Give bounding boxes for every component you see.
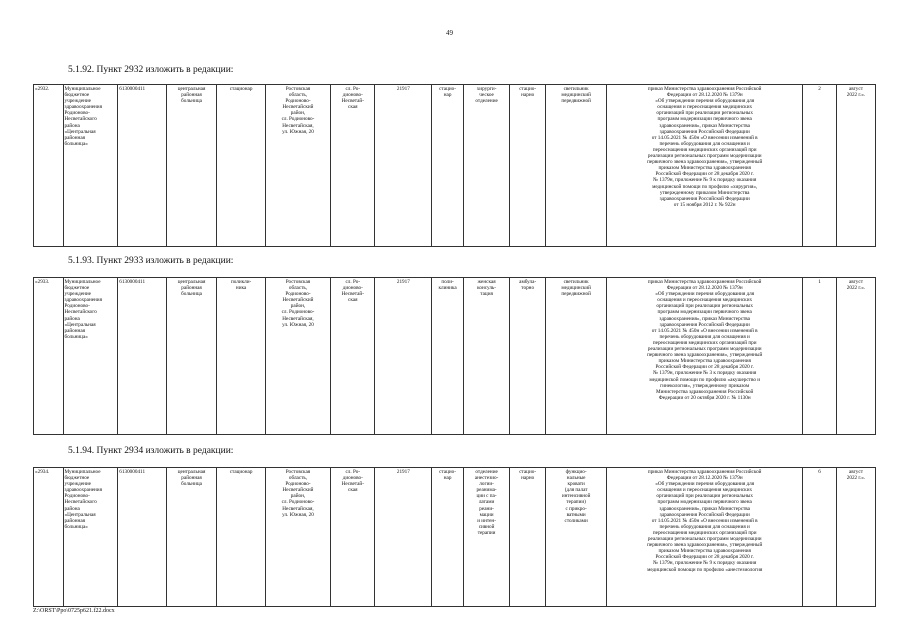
quantity: 1 — [818, 279, 821, 285]
department-type: центральная районная больница — [177, 469, 206, 488]
code: 21917 — [396, 279, 410, 285]
delivery-date: август 2022 г.». — [846, 279, 866, 292]
unit-name: хирурги- ческое отделение — [475, 86, 498, 105]
table-row — [34, 278, 876, 435]
address: Ростовская область, Родионово- Несветайский район, сл. Родионово- Несветайская, ул. Южная, 20 — [281, 469, 315, 518]
delivery-date: август 2022 г.». — [846, 469, 866, 482]
department-type: центральная районная больница — [177, 86, 206, 105]
delivery-date: август 2022 г.». — [846, 86, 866, 99]
care-condition: поли- клиника — [438, 279, 457, 292]
unit-name: отделение анестезио- логии- реанима- ции с па- латами реани- мации и интен- сивной терапии — [474, 469, 499, 536]
care-form: стационар — [229, 86, 253, 92]
organization-name: Муниципальное бюджетное учреждение здравоохранения Родионово- Несветайского района «Центральная районная больница» — [64, 279, 102, 340]
locality: сл. Ро- дионово- Несветай- ская — [341, 469, 364, 494]
section-heading-2932: 5.1.92. Пункт 2932 изложить в редакции: — [68, 65, 234, 75]
amendment-table-2933 — [33, 277, 876, 435]
unit-name: женская консуль- тация — [477, 279, 497, 298]
care-form: стационар — [229, 469, 253, 475]
code: 21917 — [396, 86, 410, 92]
inn-number: 6130000411 — [119, 86, 146, 92]
address: Ростовская область, Родионово- Несветайский район, сл. Родионово- Несветайская, ул. Южная, 20 — [281, 86, 315, 135]
row-number: «2934. — [35, 469, 50, 475]
table-row — [34, 85, 876, 247]
inn-number: 6130000411 — [119, 279, 146, 285]
legal-basis: приказ Министерства здравоохранения Российской Федерации от 28.12.2020 № 1379н «Об утверждении перечня оборудования для оснащения и переоснащения медицинских организаций при реализации региональных программ модернизации первичного звена здравоохранения», приказ Министерства здравоохранения Российской Федерации от 14.05.2021 № 450н «О внесении изменений в перечень оборудования для оснащения и переоснащения медицинских организаций при реализации региональных программ модернизации первичного звена здравоохранения», утвержденный приказом Министерства здравоохранения Российской Федерации от 28 декабря 2020 г. № 1379н, приложение № 3 к порядку оказания медицинской помощи по профилю «акушерство и гинекология», утвержденному приказом Министерства здравоохранения Российской Федерации от 20 октября 2020 г. № 1130н — [647, 279, 763, 401]
page-number: 49 — [446, 29, 453, 37]
legal-basis: приказ Министерства здравоохранения Российской Федерации от 28.12.2020 № 1379н «Об утверждении перечня оборудования для оснащения и переоснащения медицинских организаций при реализации региональных программ модернизации первичного звена здравоохранения», приказ Министерства здравоохранения Российской Федерации от 14.05.2021 № 450н «О внесении изменений в перечень оборудования для оснащения и переоснащения медицинских организаций при реализации региональных программ модернизации первичного звена здравоохранения», утвержденный приказом Министерства здравоохранения Российской Федерации от 28 декабря 2020 г. № 1379н, приложение № 9 к порядку оказания медицинской помощи по профилю «анестезиология — [647, 469, 763, 573]
inn-number: 6130000411 — [119, 469, 146, 475]
care-condition-2: стацио- нарно — [519, 469, 537, 482]
care-condition-2: амбула- торно — [519, 279, 537, 292]
amendment-table-2932 — [33, 84, 876, 247]
organization-name: Муниципальное бюджетное учреждение здравоохранения Родионово- Несветайского района «Центральная районная больница» — [64, 469, 102, 530]
address: Ростовская область, Родионово- Несветайский район, сл. Родионово- Несветайская, ул. Южная, 20 — [281, 279, 315, 328]
care-condition: стацио- нар — [439, 86, 456, 99]
care-condition-2: стацио- нарно — [519, 86, 537, 99]
row-number: «2932. — [35, 86, 50, 92]
care-condition: стацио- нар — [439, 469, 456, 482]
equipment-name: светильник медицинский передвижной — [561, 86, 591, 105]
legal-basis: приказ Министерства здравоохранения Российской Федерации от 28.12.2020 № 1379н «Об утверждении перечня оборудования для оснащения и переоснащения медицинских организаций при реализации региональных программ модернизации первичного звена здравоохранения», приказ Министерства здравоохранения Российской Федерации от 14.05.2021 № 450н «О внесении изменений в перечень оборудования для оснащения и переоснащения медицинских организаций при реализации региональных программ модернизации первичного звена здравоохранения», утвержденный приказом Министерства здравоохранения Российской Федерации от 28 декабря 2020 г. № 1379н, приложение № 9 к порядку оказания медицинской помощи по профилю «хирургия», утвержденному приказом Министерства здравоохранения Российской Федерации от 15 ноября 2012 г. № 922н — [647, 86, 763, 208]
table-row — [34, 468, 876, 607]
section-heading-2933: 5.1.93. Пункт 2933 изложить в редакции: — [68, 256, 234, 266]
amendment-table-2934 — [33, 467, 876, 607]
equipment-name: функцио- нальные кровати (для палат интенсивной терапии) с прикро- ватными столиками — [561, 469, 591, 524]
quantity: 6 — [818, 469, 821, 475]
organization-name: Муниципальное бюджетное учреждение здравоохранения Родионово- Несветайского района «Центральная районная больница» — [64, 86, 102, 147]
quantity: 2 — [818, 86, 821, 92]
equipment-name: светильник медицинский передвижной — [561, 279, 591, 298]
locality: сл. Ро- дионово- Несветай- ская — [341, 86, 364, 111]
footer-file-path: Z:\ORST\Ppo\0725p621.f22.docx — [33, 608, 115, 614]
locality: сл. Ро- дионово- Несветай- ская — [341, 279, 364, 304]
care-form: поликли- ника — [230, 279, 252, 292]
code: 21917 — [396, 469, 410, 475]
department-type: центральная районная больница — [177, 279, 206, 298]
row-number: «2933. — [35, 279, 50, 285]
section-heading-2934: 5.1.94. Пункт 2934 изложить в редакции: — [68, 446, 234, 456]
